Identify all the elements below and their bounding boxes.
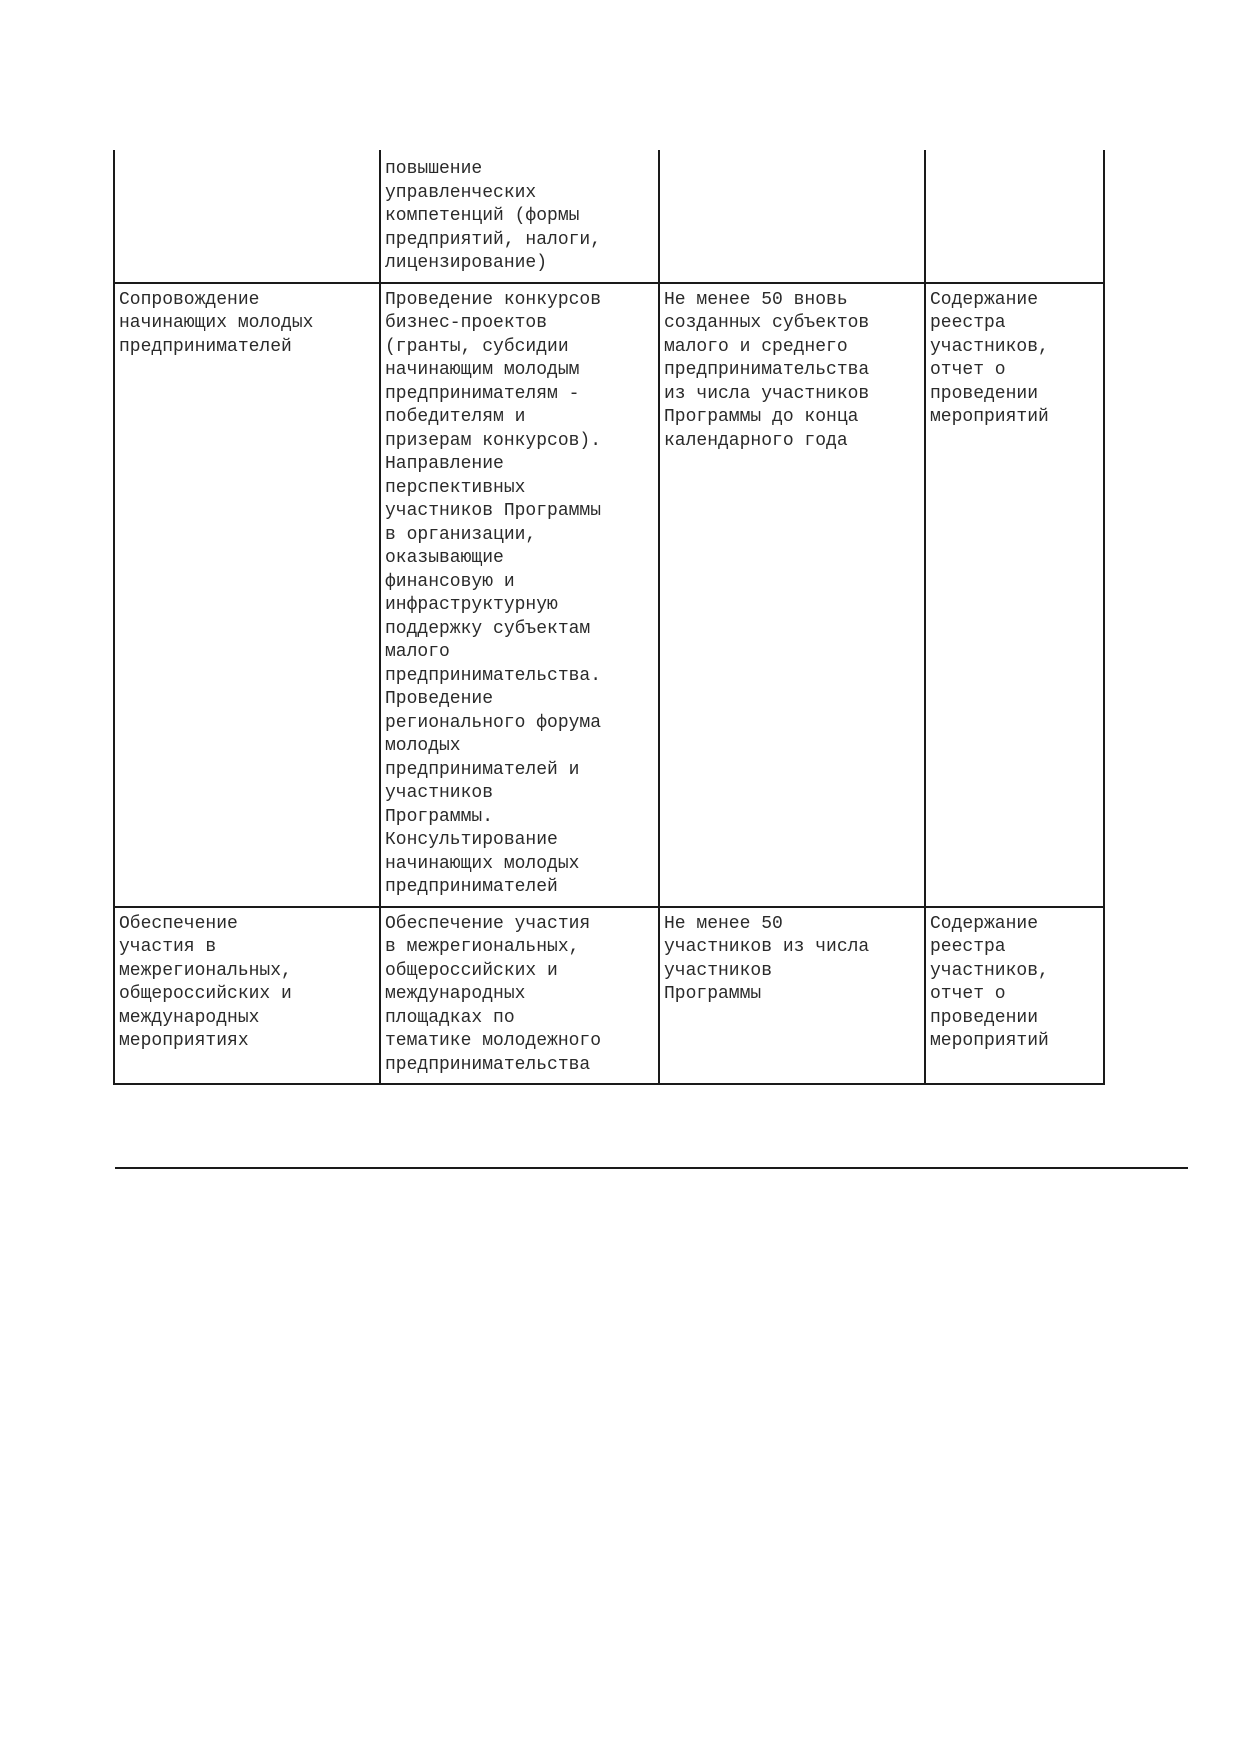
table-cell-indicator — [659, 150, 925, 283]
table-row — [114, 907, 1104, 1085]
table-cell-control — [925, 150, 1104, 283]
table-cell-control: Содержание реестра участников, отчет о проведении мероприятий — [925, 907, 1104, 1085]
program-activities-table — [113, 150, 1105, 1085]
table-row — [114, 283, 1104, 907]
table-cell-control: Содержание реестра участников, отчет о проведении мероприятий — [925, 283, 1104, 907]
table-cell-activity: Сопровождение начинающих молодых предпринимателей — [114, 283, 380, 907]
table-cell-measures: Обеспечение участия в межрегиональных, общероссийских и международных площадках по тематике молодежного предпринимательства — [380, 907, 659, 1085]
table-row-continued — [114, 150, 1104, 283]
table-cell-indicator: Не менее 50 участников из числа участников Программы — [659, 907, 925, 1085]
table-cell-indicator: Не менее 50 вновь созданных субъектов малого и среднего предпринимательства из числа участников Программы до конца календарного года — [659, 283, 925, 907]
footer-divider — [115, 1167, 1188, 1169]
table-cell-activity — [114, 150, 380, 283]
table-cell-measures: Проведение конкурсов бизнес-проектов (гранты, субсидии начинающим молодым предпринимателям - победителям и призерам конкурсов). Направление перспективных участников Программы в организации, оказывающие финансовую и инфраструктурную поддержку субъектам малого предпринимательства. Проведение регионального форума молодых предпринимателей и участников Программы. Консультирование начинающих молодых предпринимателей — [380, 283, 659, 907]
table-cell-measures: повышение управленческих компетенций (формы предприятий, налоги, лицензирование) — [380, 150, 659, 283]
table-cell-activity: Обеспечение участия в межрегиональных, общероссийских и международных мероприятиях — [114, 907, 380, 1085]
